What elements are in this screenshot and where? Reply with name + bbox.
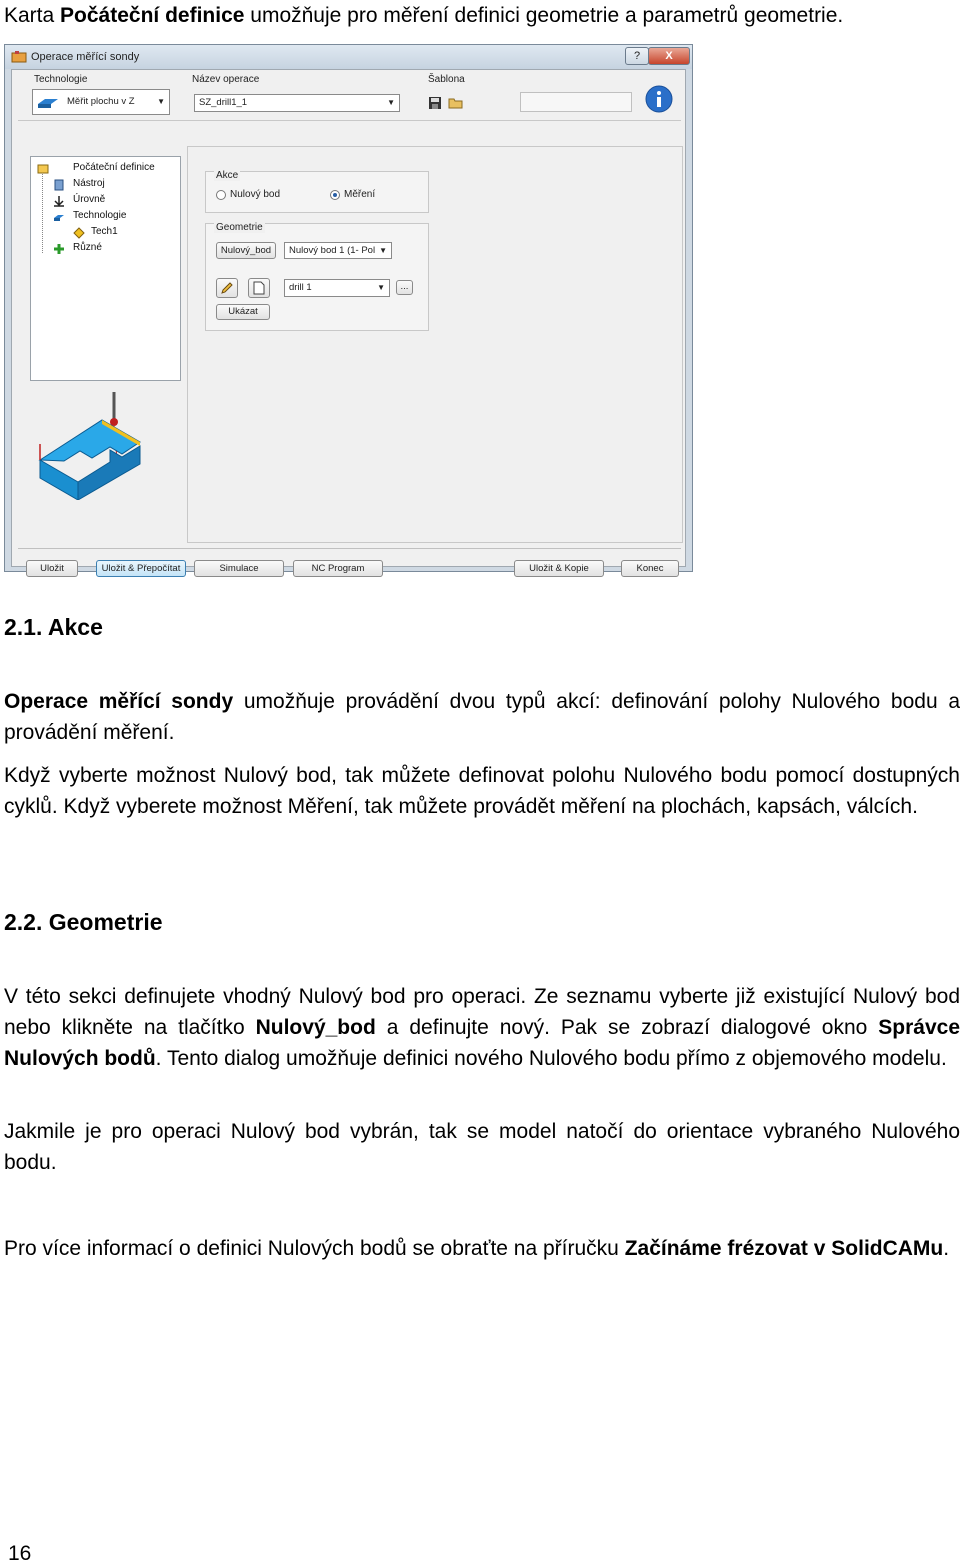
save-copy-button[interactable]: Uložit & Kopie xyxy=(514,560,604,577)
close-button[interactable]: X xyxy=(648,47,690,65)
save-recalculate-button[interactable]: Uložit & Přepočítat xyxy=(96,560,186,577)
bold-term: Nulový_bod xyxy=(255,1016,376,1039)
chevron-down-icon: ▼ xyxy=(157,97,165,106)
definition-icon xyxy=(37,163,49,175)
levels-icon xyxy=(53,195,65,207)
geometry-group xyxy=(205,223,429,331)
browse-geometry-button[interactable]: ... xyxy=(396,280,413,295)
divider xyxy=(18,548,681,549)
end-button[interactable]: Konec xyxy=(621,560,679,577)
tree-item-initial-definition[interactable]: Počáteční definice xyxy=(73,162,155,173)
dialog-title: Operace měřící sondy xyxy=(31,51,140,63)
bold-term: Operace měřící sondy xyxy=(4,690,234,713)
model-preview-image xyxy=(32,390,172,500)
paragraph-text: Pro více informací o definici Nulových bodů se obraťte na příručku xyxy=(4,1237,625,1260)
zero-point-radio[interactable] xyxy=(216,190,226,200)
save-template-icon[interactable] xyxy=(428,96,442,110)
open-template-icon[interactable] xyxy=(448,96,464,110)
template-input[interactable] xyxy=(520,92,632,112)
more-info-paragraph xyxy=(4,1233,960,1264)
paragraph-text: a definujte nový. Pak se zobrazí dialogové okno xyxy=(375,1016,879,1039)
chevron-down-icon: ▼ xyxy=(387,98,395,107)
zero-point-radio-label: Nulový bod xyxy=(230,189,281,200)
paragraph-text: umožňuje provádění dvou typů akcí: definování polohy Nulového bodu a provádění měření. xyxy=(4,690,960,744)
measure-radio-label: Měření xyxy=(344,189,376,200)
geometry-paragraph-1 xyxy=(4,981,960,1074)
info-icon[interactable] xyxy=(644,84,674,114)
parameters-panel xyxy=(187,146,683,543)
technology-icon xyxy=(37,95,59,109)
op-name-label: Název operace xyxy=(192,74,260,85)
intro-bold: Počáteční definice xyxy=(60,4,245,27)
tool-icon xyxy=(53,179,65,191)
dialog-titlebar xyxy=(5,45,692,69)
bold-term: Správce Nulových bodů xyxy=(4,1016,960,1070)
op-name-value: SZ_drill1_1 xyxy=(199,97,248,108)
technology-label: Technologie xyxy=(34,74,88,85)
save-button[interactable]: Uložit xyxy=(26,560,78,577)
page-number: 16 xyxy=(8,1542,32,1565)
op-name-select[interactable] xyxy=(194,94,400,112)
edit-geometry-button[interactable] xyxy=(216,278,238,298)
technology-icon xyxy=(53,211,65,223)
tree-item-levels[interactable]: Úrovně xyxy=(73,194,106,205)
section-heading-actions: 2.1. Akce xyxy=(4,614,103,640)
nc-program-button[interactable]: NC Program xyxy=(293,560,383,577)
geometry-select[interactable] xyxy=(284,279,390,297)
geometry-paragraph-2: Jakmile je pro operaci Nulový bod vybrán, tak se model natočí do orientace vybraného Nulového bodu. xyxy=(4,1120,960,1174)
tree-item-misc[interactable]: Různé xyxy=(73,242,102,253)
app-icon xyxy=(11,50,27,64)
zero-point-value: Nulový bod 1 (1- Pol xyxy=(289,245,376,256)
page-icon xyxy=(253,281,265,295)
zero-point-button[interactable]: Nulový_bod xyxy=(216,242,276,259)
simulation-button[interactable]: Simulace xyxy=(194,560,284,577)
action-group xyxy=(205,171,429,213)
operation-tree xyxy=(30,156,181,381)
bold-term: Začínáme frézovat v SolidCAMu xyxy=(624,1237,944,1260)
paragraph-text: . Tento dialog umožňuje definici nového Nulového bodu přímo z objemového modelu. xyxy=(155,1047,947,1070)
geometry-group-label: Geometrie xyxy=(216,222,263,233)
plus-icon xyxy=(53,243,65,255)
chevron-down-icon: ▼ xyxy=(377,283,385,292)
probe-operation-dialog xyxy=(4,44,693,572)
actions-paragraph-2: Když vyberte možnost Nulový bod, tak můžete definovat polohu Nulového bodu pomocí dostupných cyklů. Když vyberete možnost Měření, tak můžete provádět měření na plochách, kapsách, válcích. xyxy=(4,764,960,818)
technology-value: Měřit plochu v Z xyxy=(67,96,135,107)
pencil-icon xyxy=(220,281,234,295)
paragraph-text: . xyxy=(943,1237,950,1260)
intro-paragraph xyxy=(4,0,960,31)
action-group-label: Akce xyxy=(216,170,239,181)
tech-diamond-icon xyxy=(73,227,85,239)
measure-radio[interactable] xyxy=(330,190,340,200)
intro-text: Karta xyxy=(4,4,61,27)
chevron-down-icon: ▼ xyxy=(377,243,387,258)
tree-item-technology[interactable]: Technologie xyxy=(73,210,127,221)
tree-item-tech1[interactable]: Tech1 xyxy=(91,226,118,237)
section-heading-geometry: 2.2. Geometrie xyxy=(4,909,163,935)
intro-text-end: umožňuje pro měření definici geometrie a parametrů geometrie. xyxy=(244,4,844,27)
zero-point-select[interactable] xyxy=(284,242,392,259)
template-label: Šablona xyxy=(428,74,465,85)
tree-item-tool[interactable]: Nástroj xyxy=(73,178,105,189)
dialog-client xyxy=(11,69,686,574)
new-geometry-button[interactable] xyxy=(248,278,270,298)
show-button[interactable]: Ukázat xyxy=(216,304,270,320)
actions-paragraph-1 xyxy=(4,686,960,748)
geometry-value: drill 1 xyxy=(289,282,312,293)
technology-select[interactable] xyxy=(32,89,170,115)
divider xyxy=(18,120,681,121)
help-button[interactable]: ? xyxy=(625,47,649,65)
paragraph-text: V této sekci definujete vhodný Nulový bod pro operaci. Ze seznamu vyberte již existující Nulový bod nebo klikněte na tlačítko xyxy=(4,985,960,1039)
tree-line xyxy=(42,171,44,253)
